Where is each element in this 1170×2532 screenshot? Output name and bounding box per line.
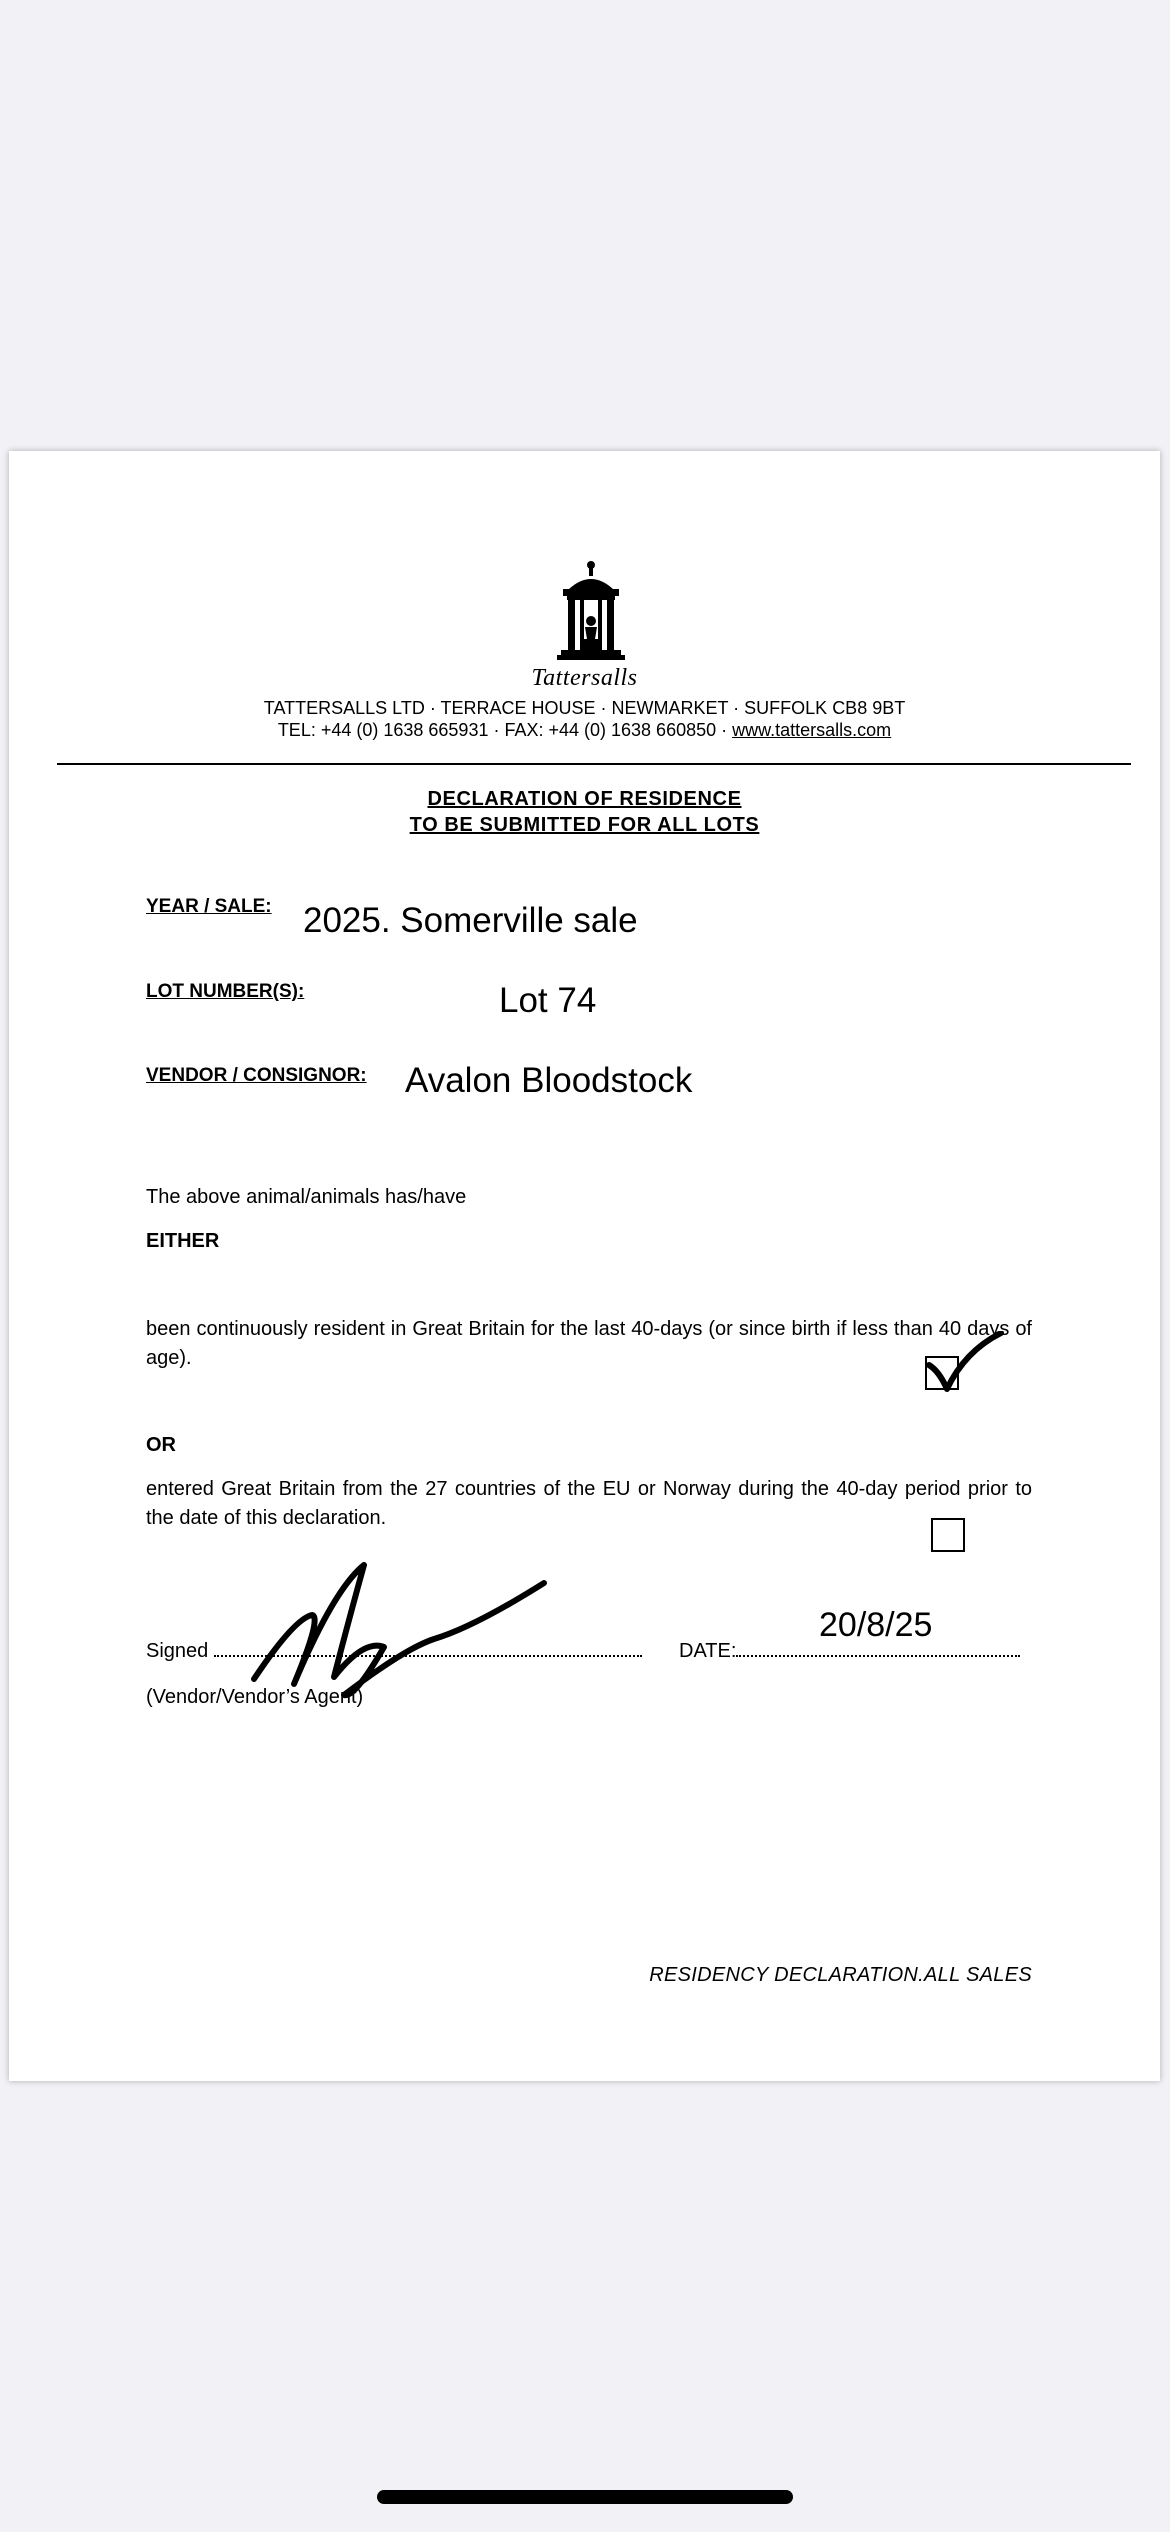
signed-label: Signed xyxy=(146,1640,209,1662)
either-label: EITHER xyxy=(146,1230,220,1252)
option2-text: entered Great Britain from the 27 countries of the EU or Norway during the 40-day period prior to the date of this declaration. xyxy=(146,1478,1032,1529)
brand-name: Tattersalls xyxy=(531,665,638,691)
vendor-value: Avalon Bloodstock xyxy=(405,1061,693,1100)
header-divider xyxy=(57,763,1131,765)
vendor-label: VENDOR / CONSIGNOR: xyxy=(146,1065,367,1086)
date-label: DATE: xyxy=(679,1640,737,1662)
home-indicator[interactable] xyxy=(377,2490,793,2504)
document-page xyxy=(9,451,1160,2081)
lot-number-label: LOT NUMBER(S): xyxy=(146,981,305,1002)
tattersalls-logo-icon xyxy=(551,559,631,669)
document-subtitle: TO BE SUBMITTED FOR ALL LOTS xyxy=(409,814,760,836)
option1-text: been continuously resident in Great Britain for the last 40-days (or since birth if less than 40 days of age). xyxy=(146,1318,1032,1369)
option2-checkbox[interactable] xyxy=(931,1518,965,1552)
lot-number-value: Lot 74 xyxy=(499,981,597,1020)
year-sale-value: 2025. Somerville sale xyxy=(303,901,638,940)
date-value: 20/8/25 xyxy=(819,1606,933,1644)
contact-text: TEL: +44 (0) 1638 665931 · FAX: +44 (0) 1638 660850 · xyxy=(277,720,733,740)
year-sale-label: YEAR / SALE: xyxy=(146,896,272,917)
vendor-agent-label: (Vendor/Vendor’s Agent) xyxy=(146,1686,364,1708)
intro-text: The above animal/animals has/have xyxy=(146,1186,467,1208)
website-link[interactable]: www.tattersalls.com xyxy=(732,720,892,740)
checkmark-icon xyxy=(925,1331,1005,1395)
handwritten-signature xyxy=(234,1559,554,1699)
address-line: TATTERSALLS LTD · TERRACE HOUSE · NEWMARKET · SUFFOLK CB8 9BT xyxy=(263,698,906,718)
contact-line xyxy=(9,719,1160,741)
or-label: OR xyxy=(146,1434,176,1456)
footer-text: RESIDENCY DECLARATION.ALL SALES xyxy=(649,1964,1032,1986)
document-title: DECLARATION OF RESIDENCE xyxy=(427,788,742,810)
